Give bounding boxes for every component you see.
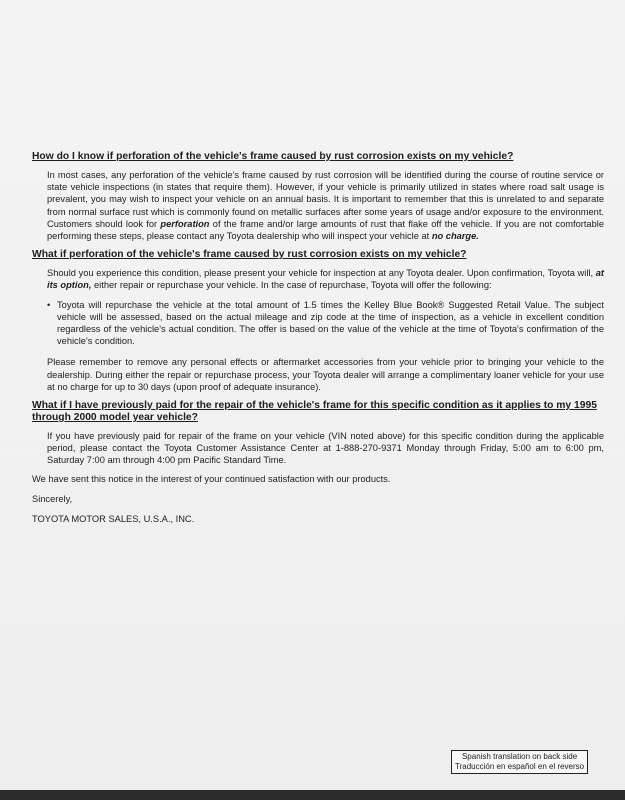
section2-body-b: either repair or repurchase your vehicle. In the case of repurchase, Toyota will offer the following: (91, 280, 492, 291)
closing-signature: TOYOTA MOTOR SALES, U.S.A., INC. (32, 514, 195, 525)
section1-body-b: of the frame and/or large amounts of rust that flake off the vehicle. If you are not comfortable performing these steps, please contact any Toyota dealership who will inspect your vehicle at (47, 218, 604, 242)
section2-heading: What if perforation of the vehicle's frame caused by rust corrosion exists on my vehicle? (32, 249, 467, 261)
section2-body (32, 267, 604, 291)
repurchase-bullet (32, 299, 604, 348)
section3-body: If you have previously paid for repair of the frame on your vehicle (VIN noted above) for this specific condition during the applicable period, please contact the Toyota Customer Assistance Center at 1-888-270-9371 Monday through Friday, 5:00 am to 6:00 pm, Saturday 7:00 am through 4:00 pm Pacific Standard Time. (47, 431, 604, 466)
scan-bottom-edge (0, 790, 625, 800)
section2-body2: Please remember to remove any personal effects or aftermarket accessories from your vehicle prior to bringing your vehicle to the dealership. During either the repair or repurchase process, your Toyota dealer will arrange a complimentary loaner vehicle for your use at no charge for up to 30 days (upon proof of adequate insurance). (47, 357, 604, 392)
section2-emphasis-option: at its option, (47, 268, 604, 291)
translation-note-spanish: Traducción en español en el reverso (455, 762, 585, 771)
section3-heading: What if I have previously paid for the repair of the vehicle's frame for this specific condition as it applies to my 1995 through 2000 model year vehicle? (32, 400, 597, 424)
section1-emphasis-no-charge: no charge. (431, 231, 479, 242)
section1-body (32, 169, 604, 242)
section1-emphasis-perforation: perforation (160, 218, 210, 229)
letter-content (32, 151, 604, 525)
section1-body-a: In most cases, any perforation of the vehicle's frame caused by rust corrosion will be identified during the course of routine service or state vehicle inspections (in states that require them). However, if your vehicle is primarily utilized in states where road salt usage is prevalent, you may wish to inspect your vehicle on an annual basis. It is important to remember that this is unrelated to and separate from normal surface rust which is commonly found on metallic surfaces after some years of usage and/or exposure to the environment. Customers should look for (47, 170, 604, 229)
translation-note-box (451, 750, 588, 774)
repurchase-bullet-text: Toyota will repurchase the vehicle at the total amount of 1.5 times the Kelley Blue Book® Suggested Retail Value. The subject vehicle will be assessed, based on the actual mileage and zip code at the time of inspection, as a vehicle in excellent condition regardless of the vehicle's actual condition. The offer is based on the value of the vehicle at the time of Toyota's confirmation of the vehicle's condition. (57, 299, 604, 347)
closing-sincerely: Sincerely, (32, 493, 73, 504)
bullet-mark: • (47, 299, 51, 310)
section2-body-a: Should you experience this condition, please present your vehicle for inspection at any Toyota dealer. Upon confirmation, Toyota will, (47, 268, 596, 279)
section1-heading: How do I know if perforation of the vehicle's frame caused by rust corrosion exists on my vehicle? (32, 151, 514, 162)
translation-note-english: Spanish translation on back side (461, 752, 578, 761)
closing-notice: We have sent this notice in the interest of your continued satisfaction with our products. (32, 473, 391, 484)
